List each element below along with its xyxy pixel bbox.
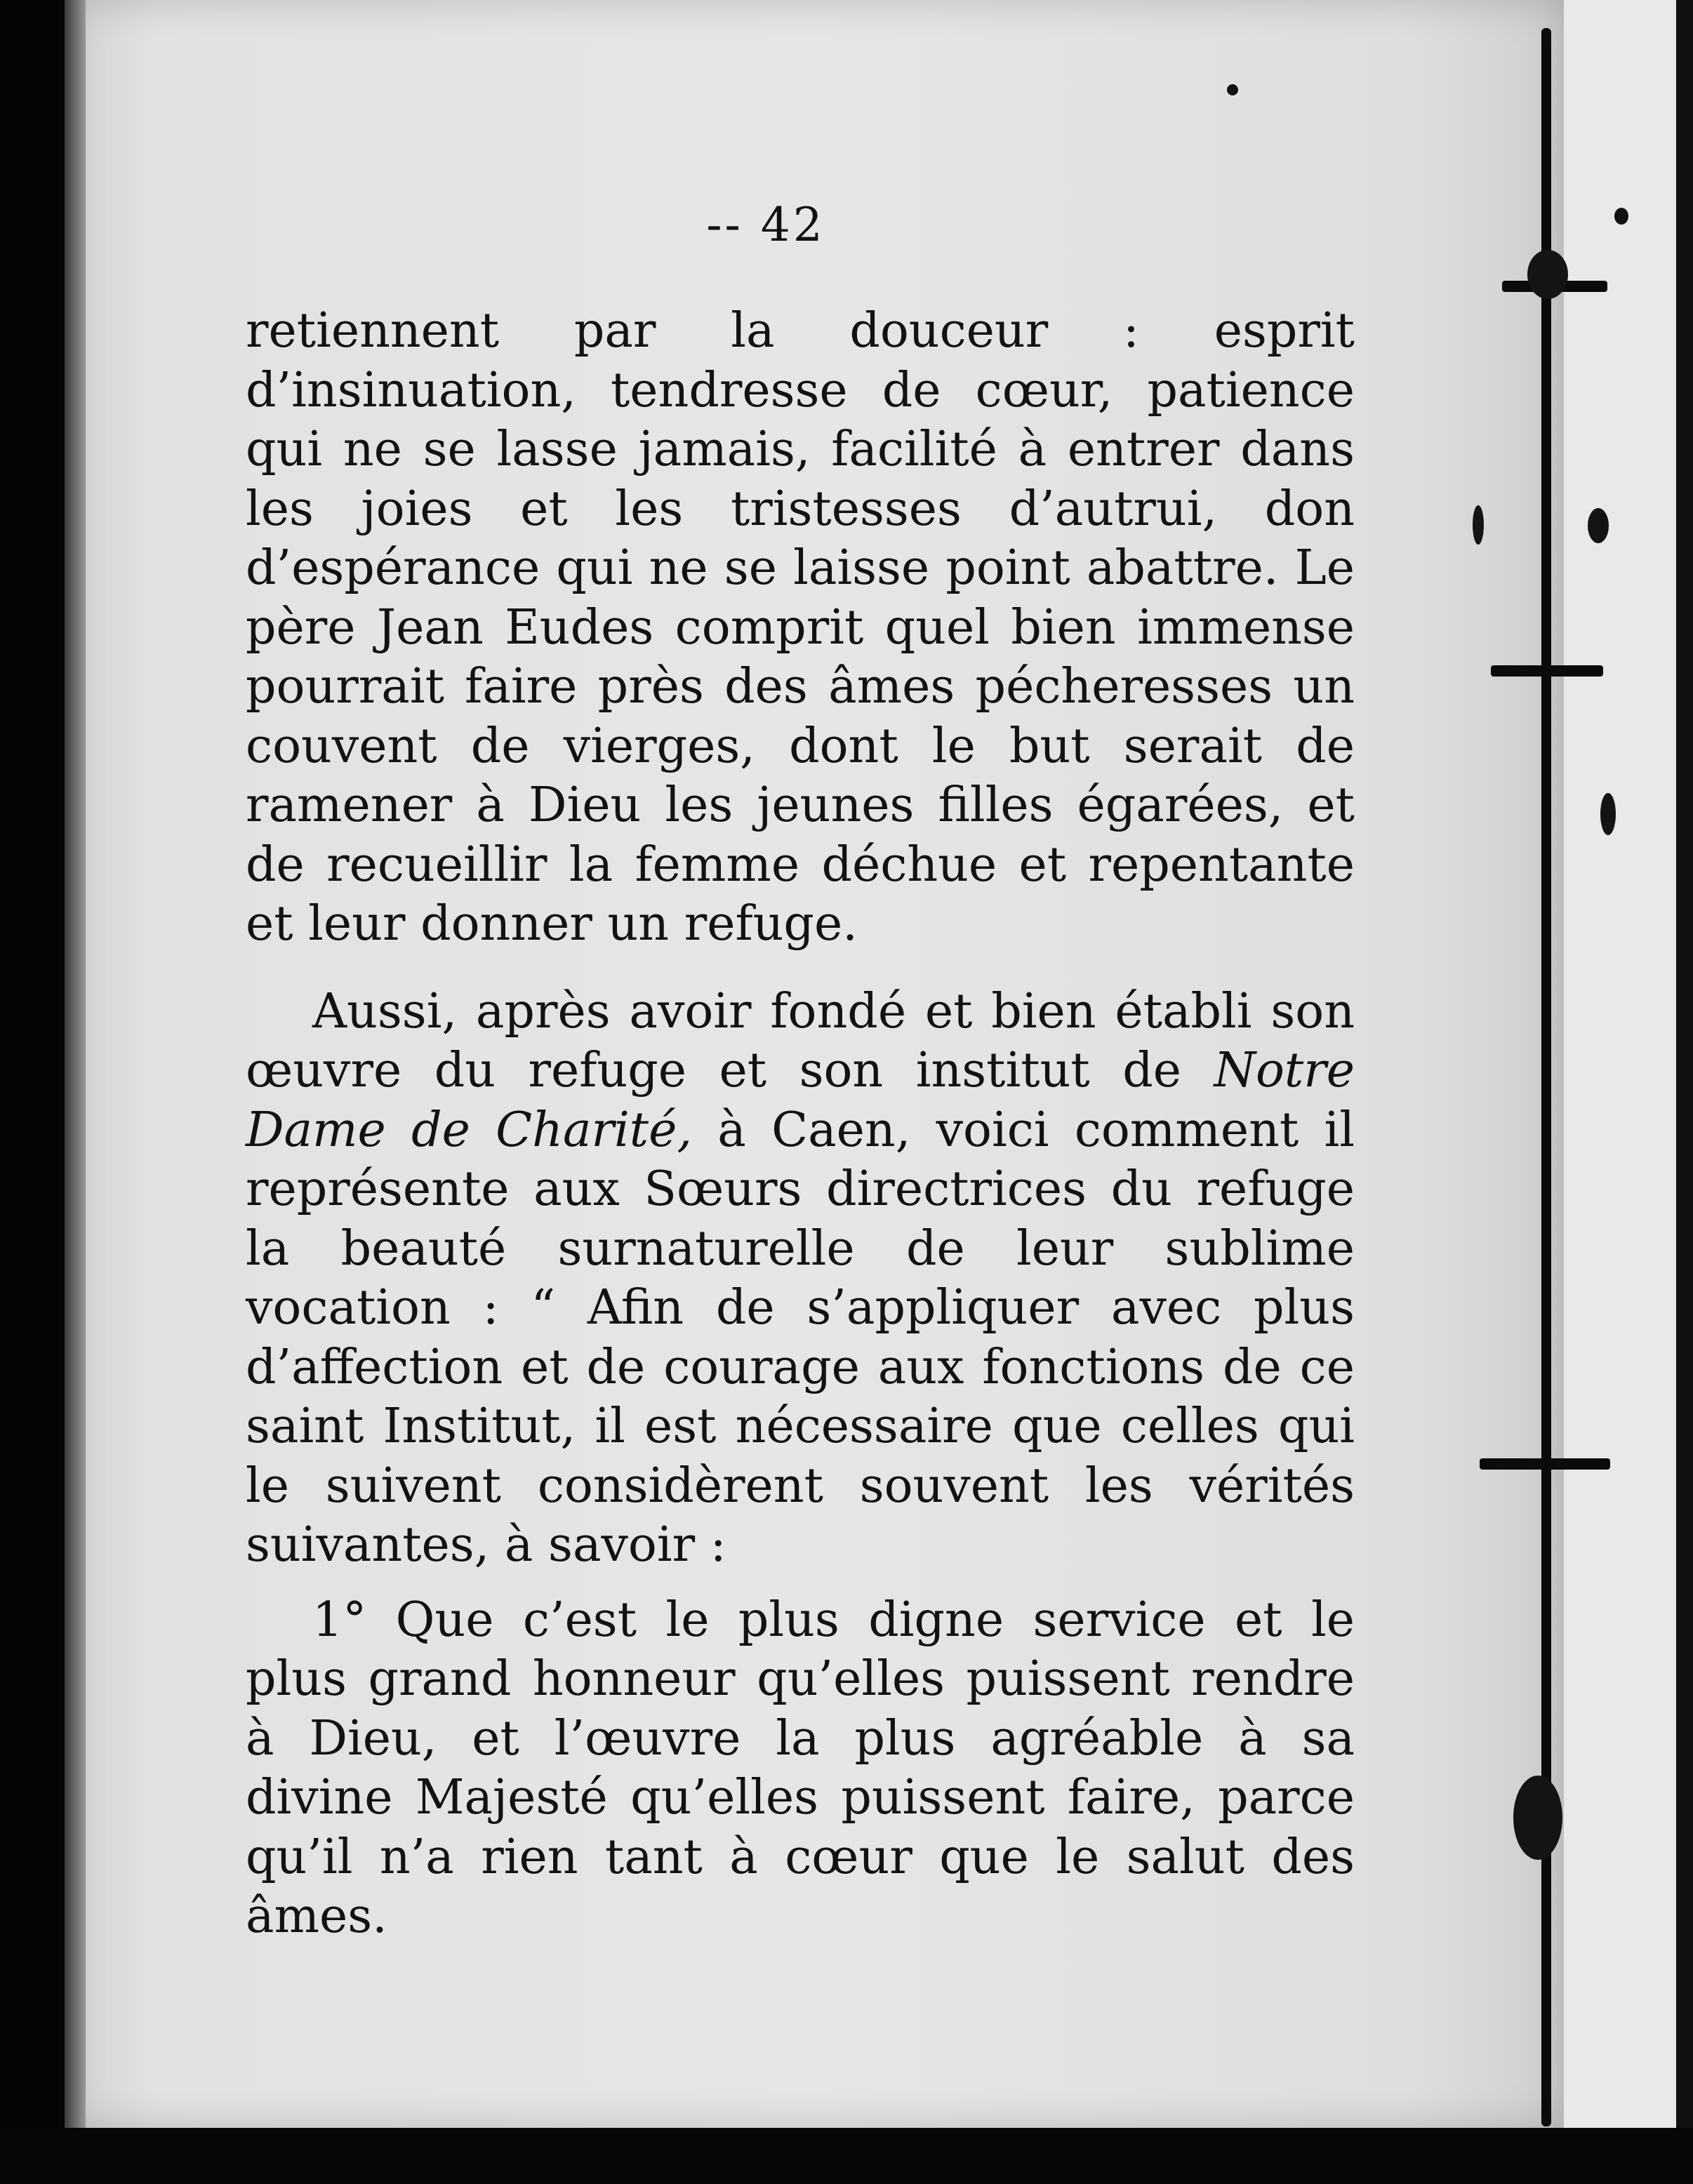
- binding-stitch: [1491, 665, 1603, 677]
- paragraph-1: retiennent par la douceur : esprit d’insinuation, tendresse de cœur, patience qui ne se lasse jamais, facilité à entrer dans les joies et les tristesses d’autrui, don d’espérance qui ne se laisse point abattre. Le père Jean Eudes comprit quel bien immense pourrait faire près des âmes pécheresses un couvent de vierges, dont le but serait de ramener à Dieu les jeunes filles égarées, et de recueillir la femme déchue et repentante et leur donner un refuge.: [246, 303, 1355, 952]
- scan-bottom-border: [0, 2128, 1693, 2184]
- paragraph-2: [246, 983, 1355, 1576]
- institute-name-italic: Notre Dame de Charité,: [246, 1043, 1355, 1158]
- page-left-edge-shadow: [65, 0, 86, 2128]
- paragraph-3-numbered: 1° Que c’est le plus digne service et le plus grand honneur qu’elles puissent rendre à Dieu, et l’œuvre la plus agréable à sa divine Majesté qu’elles puissent faire, parce qu’il n’a rien tant à cœur que le salut des âmes.: [246, 1592, 1355, 1944]
- binding-knot: [1600, 793, 1616, 835]
- binding-knot: [1513, 1776, 1562, 1860]
- paper-speck: [1227, 84, 1238, 95]
- binding-stitch: [1480, 1458, 1610, 1470]
- page-number: -- 42: [706, 198, 825, 252]
- binding-knot: [1527, 250, 1568, 299]
- page-text: [246, 302, 1355, 1947]
- paragraph-2-rest: à Caen, voici comment il représente aux Sœurs directrices du refuge la beauté surnaturelle de leur sublime vocation : “ Afin de s’appliquer avec plus d’affection et de courage aux fonctions de ce saint Institut, il est nécessaire que celles qui le suivent considèrent souvent les vérités suivantes, à savoir :: [246, 1102, 1355, 1573]
- binding-knot: [1473, 505, 1484, 545]
- adjacent-page-edge: [1676, 0, 1693, 2184]
- paragraph-2-lead: Aussi, après avoir fondé et bien établi son œuvre du refuge et son institut de: [246, 983, 1355, 1098]
- binding-margin: [1564, 0, 1693, 2184]
- binding-knot: [1588, 508, 1609, 543]
